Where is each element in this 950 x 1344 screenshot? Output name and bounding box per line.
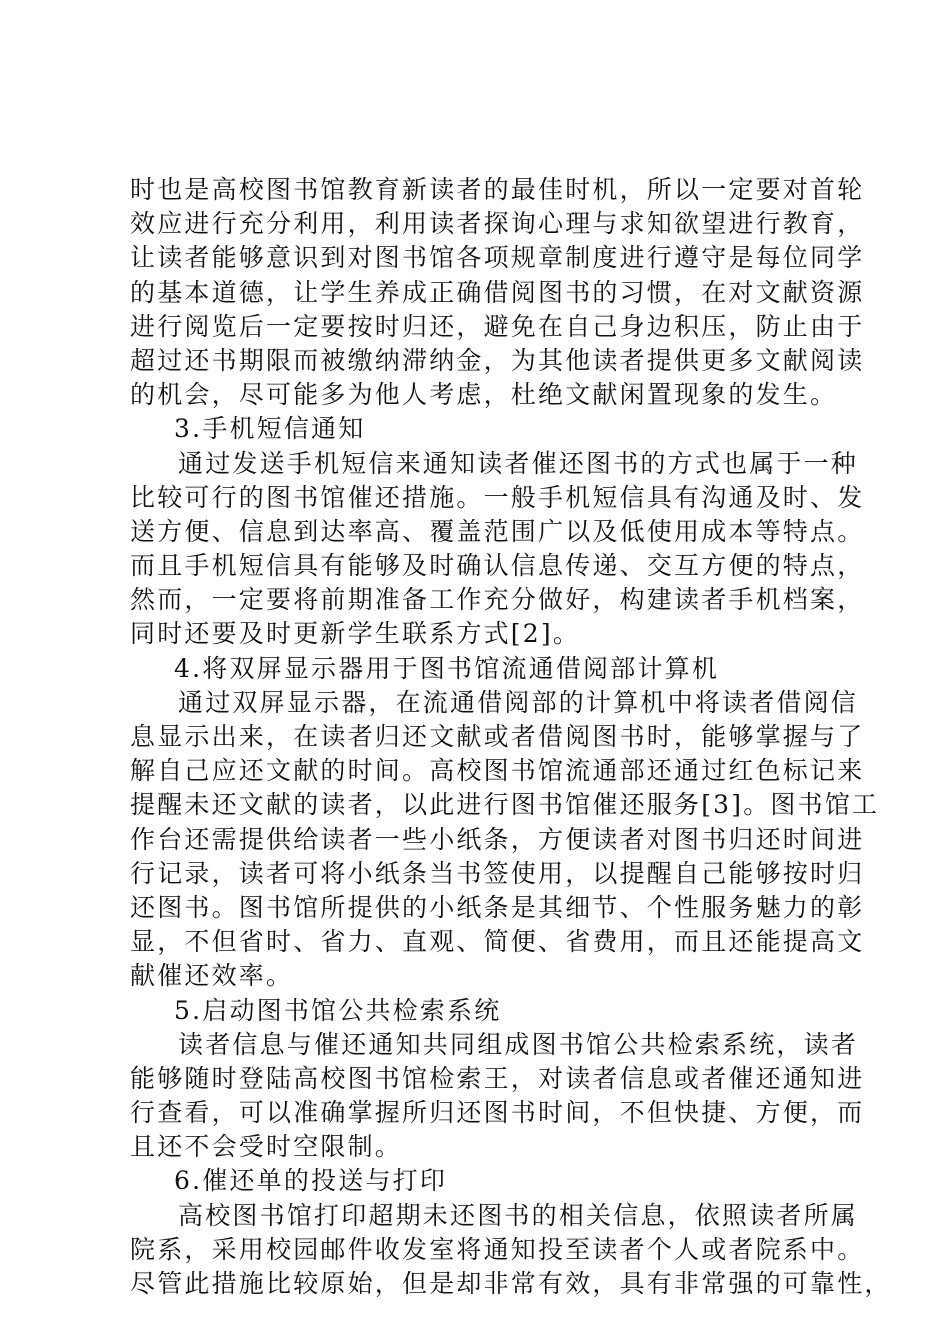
- text-line: 能够随时登陆高校图书馆检索王，对读者信息或者催还通知进: [130, 1063, 865, 1093]
- text-line: 作台还需提供给读者一些小纸条，方便读者对图书归还时间进: [130, 824, 865, 854]
- text-line: 进行阅览后一定要按时归还，避免在自己身边积压，防止由于: [130, 311, 865, 341]
- section-heading: 4.将双屏显示器用于图书馆流通借阅部计算机: [174, 653, 720, 683]
- text-line: 效应进行充分利用，利用读者探询心理与求知欲望进行教育，: [130, 209, 865, 239]
- section-heading: 3.手机短信通知: [174, 414, 366, 444]
- text-line: 同时还要及时更新学生联系方式[2]。: [130, 619, 581, 649]
- text-line: 让读者能够意识到对图书馆各项规章制度进行遵守是每位同学: [130, 243, 865, 273]
- text-line: 时也是高校图书馆教育新读者的最佳时机，所以一定要对首轮: [130, 175, 865, 204]
- section-5: [130, 994, 865, 1165]
- text-line: 还图书。图书馆所提供的小纸条是其细节、个性服务魅力的彰: [130, 892, 865, 922]
- text-line: 献催还效率。: [130, 961, 294, 991]
- section-4: [130, 652, 880, 994]
- section-heading: 6.催还单的投送与打印: [174, 1166, 448, 1196]
- text-line: 的机会，尽可能多为他人考虑，杜绝文献闲置现象的发生。: [130, 380, 838, 410]
- text-line: 尽管此措施比较原始，但是却非常有效，具有非常强的可靠性，: [130, 1269, 892, 1298]
- text-line: 的基本道德，让学生养成正确借阅图书的习惯，在对文献资源: [130, 277, 865, 307]
- section-heading: 5.启动图书馆公共检索系统: [174, 995, 502, 1025]
- text-line: 院系，采用校园邮件收发室将通知投至读者个人或者院系中。: [130, 1234, 865, 1264]
- text-line: 行查看，可以准确掌握所归还图书时间，不但快捷、方便，而: [130, 1098, 865, 1128]
- text-line: 息显示出来，在读者归还文献或者借阅图书时，能够掌握与了: [130, 722, 865, 751]
- text-line: 提醒未还文献的读者，以此进行图书馆催还服务[3]。图书馆工: [130, 790, 880, 820]
- text-line: 通过发送手机短信来通知读者催还图书的方式也属于一种: [178, 448, 859, 478]
- text-line: 且还不会受时空限制。: [130, 1132, 403, 1162]
- section-3: [130, 412, 865, 651]
- text-line: 而且手机短信具有能够及时确认信息传递、交互方便的特点，: [130, 551, 865, 581]
- text-line: 解自己应还文献的时间。高校图书馆流通部还通过红色标记来: [130, 756, 865, 786]
- text-line: 读者信息与催还通知共同组成图书馆公共检索系统，读者: [178, 1029, 859, 1059]
- text-line: 高校图书馆打印超期未还图书的相关信息，依照读者所属: [178, 1200, 859, 1230]
- text-line: 通过双屏显示器，在流通借阅部的计算机中将读者借阅信: [178, 687, 859, 717]
- section-6: [130, 1164, 892, 1301]
- intro-paragraph: [130, 173, 865, 412]
- text-line: 比较可行的图书馆催还措施。一般手机短信具有沟通及时、发: [130, 482, 865, 512]
- text-line: 超过还书期限而被缴纳滞纳金，为其他读者提供更多文献阅读: [130, 345, 865, 375]
- text-line: 显，不但省时、省力、直观、简便、省费用，而且还能提高文: [130, 927, 865, 957]
- text-line: 然而，一定要将前期准备工作充分做好，构建读者手机档案，: [130, 585, 865, 615]
- text-line: 送方便、信息到达率高、覆盖范围广以及低使用成本等特点。: [130, 516, 865, 546]
- document-body: [130, 173, 892, 1301]
- text-line: 行记录，读者可将小纸条当书签使用，以提醒自己能够按时归: [130, 858, 865, 888]
